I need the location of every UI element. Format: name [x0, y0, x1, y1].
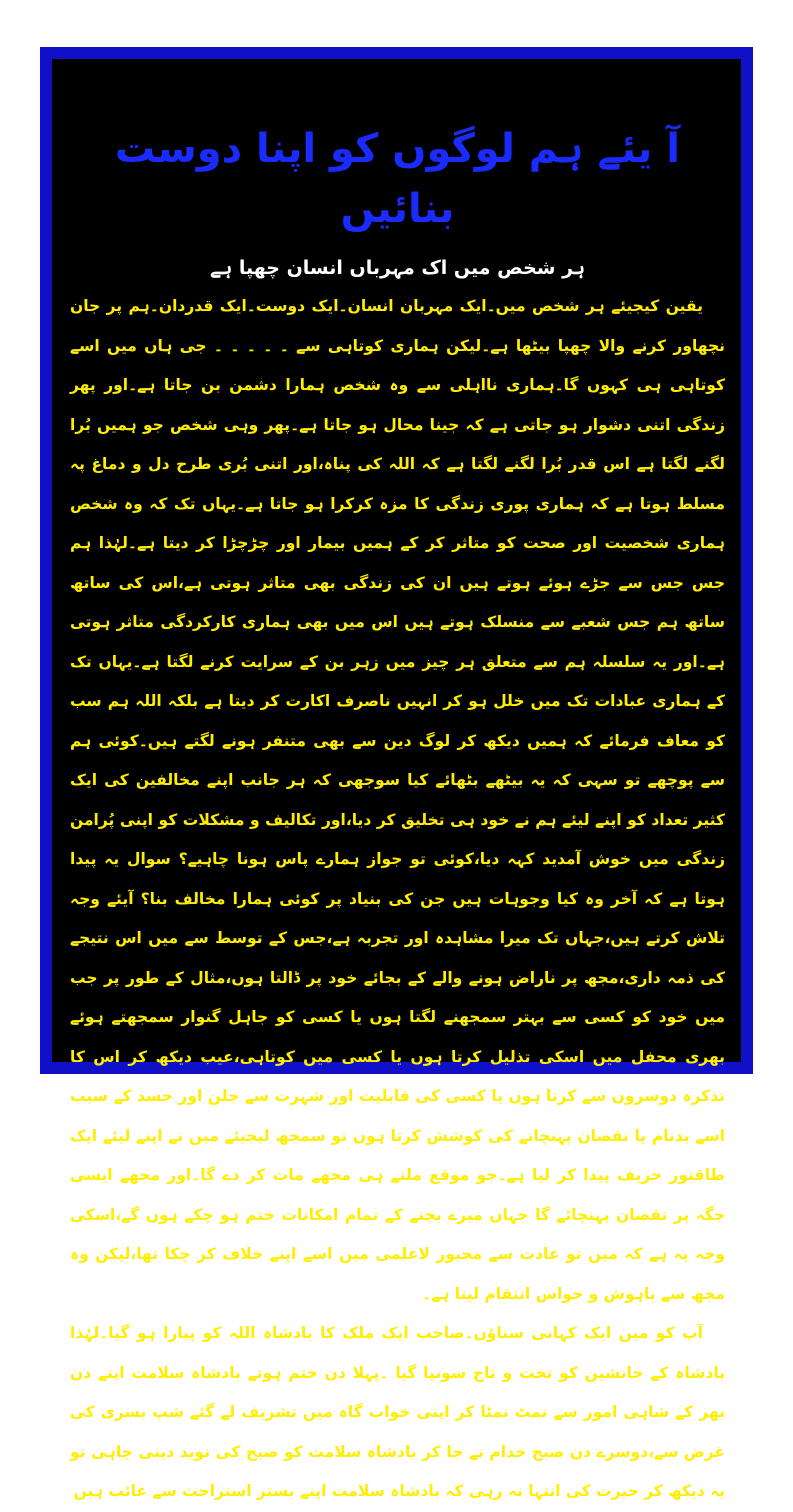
paragraph-1: یقین کیجیئے ہر شخص میں۔ایک مہربان انسان۔ایک دوست۔ایک قدردان۔ہم پر جان نچھاور کرنے والا چھپا بیٹھا ہے۔لیکن ہماری کوتاہی سے ۔ ۔ ۔ ۔ ۔ جی ہاں میں اسے کوتاہی ہی کہوں گا۔ہماری نااہلی سے وہ شخص ہمارا دشمن بن جاتا ہے۔اور پھر زندگی اتنی دشوار ہو جاتی ہے کہ جینا محال ہو جاتا ہے۔پھر وہی شخص جو ہمیں بُرا لگنے لگتا ہے اس قدر بُرا لگنے لگتا ہے کہ اللہ کی پناہ،اور اتنی بُری طرح دل و دماغ پہ مسلط ہوتا ہے کہ ہماری پوری زندگی کا مزہ کرکرا ہو جاتا ہے۔یہاں تک کہ وہ شخص ہماری شخصیت اور صحت کو متاثر کر کے ہمیں بیمار اور چڑچڑا کر دیتا ہے۔لہٰذا ہم جس جس سے جڑے ہوئے ہوتے ہیں ان کی زندگی بھی متاثر ہوتی ہے،اس کی ساتھ ساتھ ہم جس شعبے سے منسلک ہوتے ہیں اس میں بھی ہماری کارکردگی متاثر ہوتی ہے۔اور یہ سلسلہ ہم سے متعلق ہر چیز میں زہر بن کے سرایت کرنے لگتا ہے۔یہاں تک کے ہماری عبادات تک میں خلل ہو کر انہیں ناصرف اکارت کر دیتا ہے بلکہ اللہ ہم سب کو معاف فرمائے کہ ہمیں دیکھ کر لوگ دین سے بھی متنفر ہونے لگتے ہیں۔کوئی ہم سے پوچھے تو سہی کہ یہ بیٹھے بٹھائے کیا سوجھی کہ ہر جانب اپنے مخالفین کی ایک کثیر تعداد کو اپنے لیئے ہم نے خود ہی تخلیق کر دیا،اور تکالیف و مشکلات کو اپنی پُرامن زندگی میں خوش آمدید کہہ دیا،کوئی تو جواز ہمارے پاس ہونا چاہیے؟ سوال یہ پیدا ہوتا ہے کہ آخر وہ کیا وجوہات ہیں جن کی بنیاد پر کوئی ہمارا مخالف بنا؟ آیئے وجہ تلاش کرتے ہیں،جہاں تک میرا مشاہدہ اور تجربہ ہے،جس کے توسط سے میں اس نتیجے کی ذمہ داری،مجھ پر ناراض ہونے والے کے بجائے خود پر ڈالتا ہوں،مثال کے طور پر جب میں خود کو کسی سے بہتر سمجھنے لگتا ہوں یا کسی کو جاہل گنوار سمجھتے ہوئے بھری محفل میں اسکی تذلیل کرتا ہوں یا کسی میں کوتاہی،عیب دیکھ کر اس کا تذکرہ دوسروں سے کرتا ہوں یا کسی کی قابلیت اور شہرت سے جلن اور حسد کے سبب اسے بدنام یا نقصان پہنچانے کی کوشش کرتا ہوں تو سمجھ لیجیئے میں نے اپنے لیئے ایک طاقتور حریف پیدا کر لیا ہے۔جو موقع ملتے ہی مجھے مات کر دے گا۔اور مجھے ایسی جگہ پر نقصان پہنچائے گا جہاں میرے بچنے کے تمام امکانات ختم ہو چکے ہوں گے،اسکی وجہ یہ ہے کہ میں تو عادت سے مجبور لاعلمی میں اسے اپنے خلاف کر چکا تھا،لیکن وہ مجھ سے باہوش و حواس انتقام لیتا ہے۔	[70, 297, 725, 1303]
content-panel	[52, 59, 741, 1500]
blue-border-frame	[40, 47, 753, 1500]
article-body	[70, 287, 725, 1512]
page-subtitle: ہر شخص میں اک مہرباں انسان چھپا ہے	[209, 257, 586, 279]
page-title: آ یئے ہم لوگوں کو اپنا دوست بنائیں	[115, 126, 680, 232]
paragraph-2: آپ کو میں ایک کہانی سناؤں۔صاحب ایک ملک کا بادشاہ اللہ کو پیارا ہو گیا۔لہٰذا بادشاہ کے جانشین کو تخت و تاج سونپا گیا ۔پہلا دن ختم ہوتے بادشاہ سلامت اپنے دن بھر کے شاہی امور سے نمٹ نمٹا کر اپنی خواب گاہ میں تشریف لے گئے شب بسری کی غرض سے،دوسرے دن صبح خدام نے جا کر بادشاہ سلامت کو صبح کی نوید دینی چاہی تو یہ دیکھ کر حیرت کی انتہا نہ رہی کہ بادشاہ سلامت اپنے بستر استراحت سے غائب ہیں	[70, 1324, 725, 1500]
